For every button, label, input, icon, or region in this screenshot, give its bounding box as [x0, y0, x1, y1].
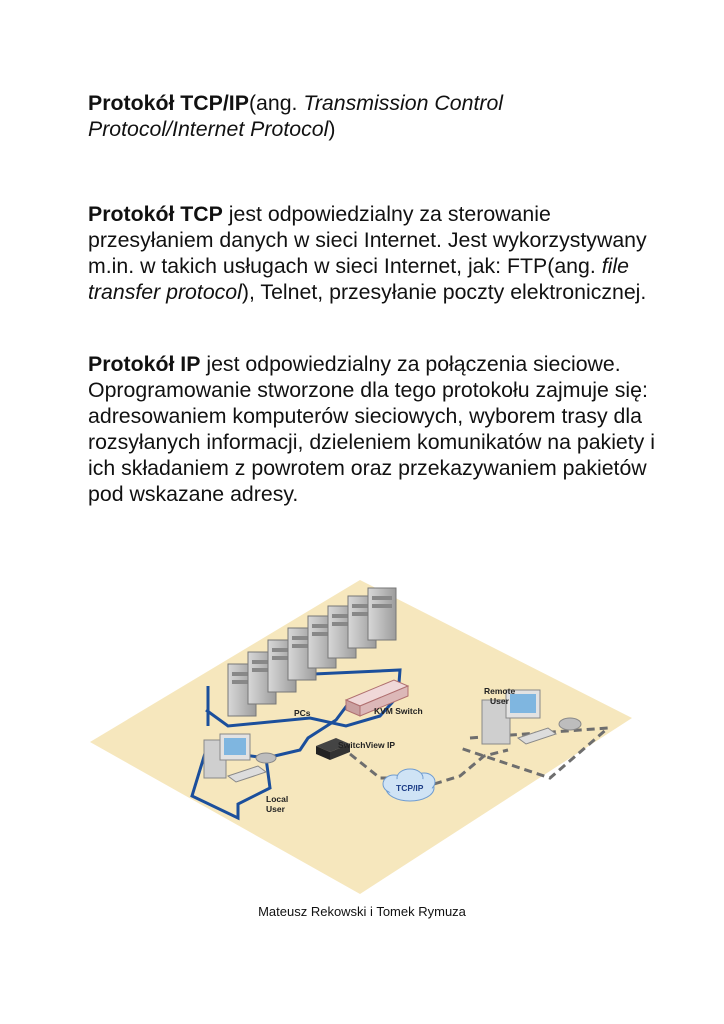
title-italic: Transmission Control Protocol/Internet Protocol — [88, 91, 504, 141]
tcp-text-2: ), Telnet, przesyłanie poczty elektronicznej. — [241, 280, 647, 304]
tcp-bold: Protokół TCP — [88, 202, 223, 226]
label-switchview-ip: SwitchView IP — [338, 740, 396, 750]
ip-text: jest odpowiedzialny za połączenia sieciowe. Oprogramowanie stworzone dla tego protokołu zajmuje się: adresowaniem komputerów sieciowych, wyborem trasy dla rozsyłanych informacji, dzieleniem komunikatów na pakiety i ich składaniem z powrotem oraz przekazywaniem pakietów pod wskazane adresy. — [88, 352, 655, 506]
tcp-text-1: jest odpowiedzialny za sterowanie przesyłaniem danych w sieci Internet. Jest wykorzystywany m.in. w takich usługach w sieci Internet, jak: FTP(ang. — [88, 202, 647, 278]
network-diagram — [88, 578, 638, 896]
authors-caption: Mateusz Rekowski i Tomek Rymuza — [258, 904, 466, 919]
title-open: (ang. — [248, 91, 304, 115]
label-remote-user-1: Remote — [484, 686, 516, 696]
tcp-italic: file transfer protocol — [88, 254, 629, 304]
tcp-paragraph — [88, 201, 658, 305]
label-kvm-switch: KVM Switch — [374, 706, 423, 716]
document-title — [88, 90, 658, 142]
label-pcs: PCs — [294, 708, 311, 718]
ip-paragraph — [88, 351, 658, 507]
label-remote-user-2: User — [490, 696, 509, 706]
label-tcp-ip: TCP/IP — [396, 783, 424, 793]
server-tower — [368, 588, 396, 640]
title-bold: Protokół TCP/IP — [88, 91, 249, 115]
label-local-user-2: User — [266, 804, 285, 814]
ip-bold: Protokół IP — [88, 352, 201, 376]
label-local-user-1: Local — [266, 794, 289, 804]
title-close: ) — [328, 117, 336, 141]
